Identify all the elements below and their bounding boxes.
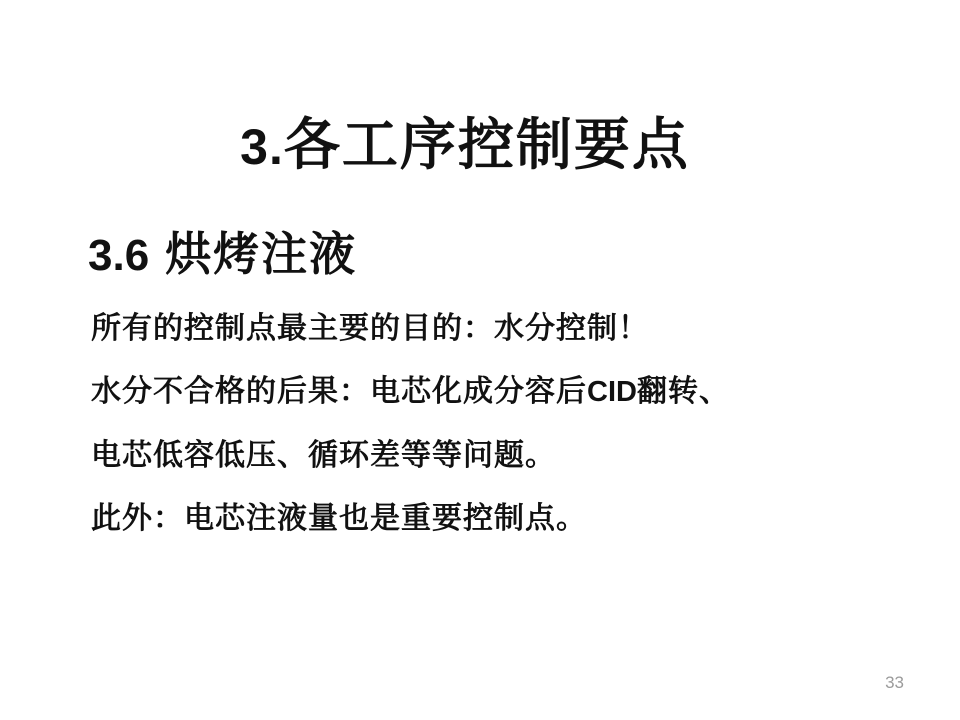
section-subtitle bbox=[88, 230, 357, 281]
slide-title bbox=[0, 116, 960, 178]
body-line-3: 电芯低容低压、循环差等等问题。 bbox=[91, 439, 556, 472]
body-text-block bbox=[91, 297, 920, 550]
body-line-1: 所有的控制点最主要的目的：水分控制！ bbox=[91, 312, 649, 345]
body-line-2-post: 翻转、 bbox=[636, 375, 730, 408]
slide-title-text: 各工序控制要点 bbox=[283, 115, 690, 177]
page-number: 33 bbox=[885, 673, 904, 692]
body-line-4: 此外：电芯注液量也是重要控制点。 bbox=[91, 502, 587, 535]
cid-acronym: CID bbox=[587, 376, 637, 408]
body-line-2 bbox=[91, 360, 920, 424]
body-line-2-pre: 水分不合格的后果：电芯化成分容后 bbox=[91, 375, 587, 408]
slide-title-number: 3. bbox=[240, 119, 284, 175]
section-subtitle-number: 3.6 bbox=[88, 231, 150, 280]
section-subtitle-text: 烘烤注液 bbox=[165, 229, 358, 280]
